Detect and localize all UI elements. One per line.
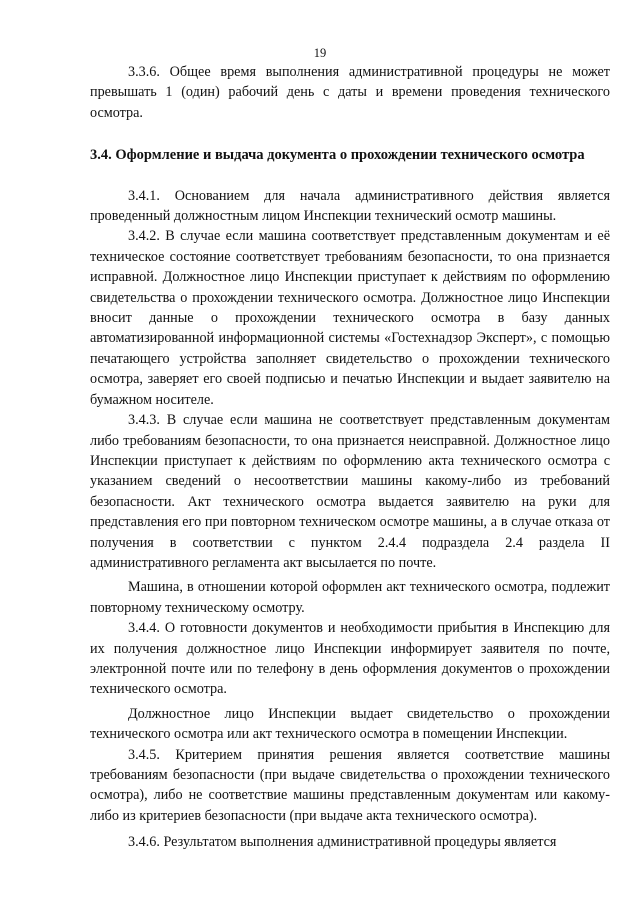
paragraph-repeat-inspection: Машина, в отношении которой оформлен акт технического осмотра, подлежит повторному техническому осмотру. [90, 579, 610, 616]
paragraph-3-4-3: 3.4.3. В случае если машина не соответствует представленным документам либо требованиям безопасности, то она признается неисправной. Должностное лицо Инспекции приступает к действиям по оформлению акта технического осмотра с указанием сведений о несоответствии машины какому-либо из требований безопасности. Акт технического осмотра выдается заявителю на руки для представления его при повторном техническом осмотре машины, а в случае отказа от получения в соответствии с пунктом 2.4.4 подраздела 2.4 раздела II административного регламента акт высылается по почте. [90, 412, 610, 571]
paragraph-3-4-6: 3.4.6. Результатом выполнения административной процедуры является [128, 834, 557, 851]
page-number: 19 [313, 46, 327, 60]
paragraph-3-4-1: 3.4.1. Основанием для начала административного действия является проведенный должностным лицом Инспекции технический осмотр машины. [90, 187, 610, 225]
paragraph-3-4-5: 3.4.5. Критерием принятия решения является соответствие машины требованиям безопасности (при выдаче свидетельства о прохождении технического осмотра), либо не соответствие машины представленным документам или какому-либо из критериев безопасности (при выдаче акта технического осмотра). [90, 746, 610, 824]
paragraph-3-3-6: 3.3.6. Общее время выполнения административной процедуры не может превышать 1 (один) рабочий день с даты и времени проведения технического осмотра. [90, 64, 610, 121]
paragraph-3-4-4: 3.4.4. О готовности документов и необходимости прибытия в Инспекцию для их получения должностное лицо Инспекции информирует заявителя по почте, электронной почте или по телефону в день оформления документов о прохождении технического осмотра. [90, 620, 610, 698]
document-body [90, 62, 610, 853]
paragraph-issue-documents: Должностное лицо Инспекции выдает свидетельство о прохождении технического осмотра или акт технического осмотра в помещении Инспекции. [90, 705, 610, 743]
section-heading: 3.4. Оформление и выдача документа о прохождении технического осмотра [90, 147, 585, 164]
paragraph-3-4-2: 3.4.2. В случае если машина соответствует представленным документам и её техническое состояние соответствует требованиям безопасности, то она признается исправной. Должностное лицо Инспекции приступает к действиям по оформлению свидетельства о прохождении технического осмотра. Должностное лицо Инспекции вносит данные о прохождении технического осмотра в базу данных автоматизированной информационной системы «Гостехнадзор Эксперт», с помощью печатающего устройства заполняет свидетельство о прохождении технического осмотра, заверяет его своей подписью и печатью Инспекции и выдает заявителю на бумажном носителе. [90, 228, 610, 408]
